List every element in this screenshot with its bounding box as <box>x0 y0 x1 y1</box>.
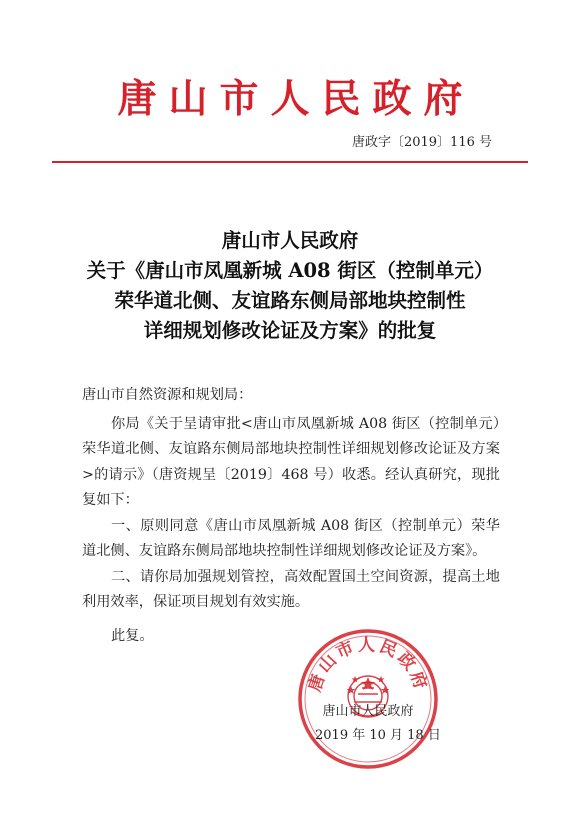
red-divider <box>52 161 528 163</box>
title-line-4: 详细规划修改论证及方案》的批复 <box>143 319 437 342</box>
paragraph-approval: 一、原则同意《唐山市凤凰新城 A08 街区（控制单元）荣华道北侧、友谊路东侧局部地块控制性详细规划修改论证及方案》。 <box>82 517 500 559</box>
title-line-1: 唐山市人民政府 <box>221 229 359 252</box>
paragraph-instruction: 二、请你局加强规划管控，高效配置国土空间资源，提高土地利用效率，保证项目规划有效实施。 <box>82 568 500 610</box>
closing-remark: 此复。 <box>111 627 154 644</box>
letterhead-issuer: 唐山市人民政府 <box>117 77 475 122</box>
document-title <box>40 226 540 346</box>
document-body <box>82 383 500 649</box>
addressee: 唐山市自然资源和规划局： <box>82 387 253 403</box>
signing-organization: 唐山市人民政府 <box>322 704 414 719</box>
official-seal <box>297 628 439 770</box>
paragraph-request: 你局《关于呈请审批<唐山市凤凰新城 A08 街区（控制单元）荣华道北侧、友谊路东侧局部地块控制性详细规划修改论证及方案>的请示》（唐资规呈〔2019〕468 号）收悉。经认真研究，现批复如下： <box>82 415 500 508</box>
svg-text:唐山市人民政府: 唐山市人民政府 <box>305 635 431 695</box>
signing-date: 2019 年 10 月 18 日 <box>315 728 441 743</box>
seal-emblem-icon <box>297 628 439 770</box>
title-line-2: 关于《唐山市凤凰新城 A08 街区（控制单元） <box>86 259 494 282</box>
document-number: 唐政字〔2019〕116 号 <box>351 135 492 150</box>
title-line-3: 荣华道北侧、友谊路东侧局部地块控制性 <box>114 289 466 312</box>
